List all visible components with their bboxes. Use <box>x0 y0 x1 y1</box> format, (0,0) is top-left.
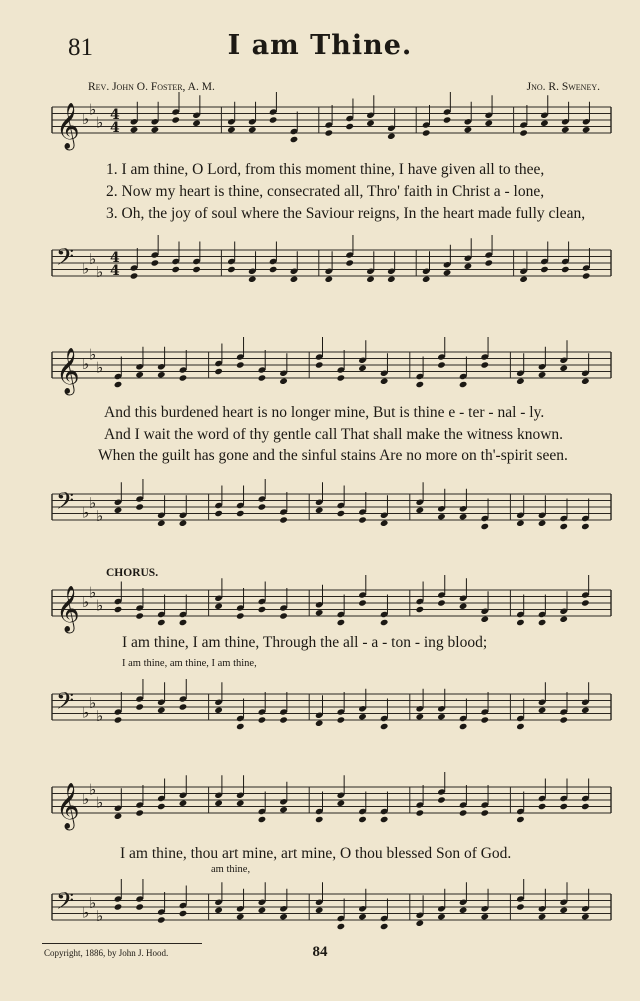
flat-icon: ♭ <box>96 506 104 525</box>
note-head <box>561 266 570 273</box>
note-head <box>538 707 547 714</box>
note-head <box>581 378 590 385</box>
hymn-title: I am Thine. <box>227 30 413 61</box>
note-head <box>380 378 389 385</box>
note-head <box>157 371 166 378</box>
note-head <box>540 266 549 273</box>
note-head <box>559 907 568 914</box>
note-head <box>258 606 267 613</box>
note-head <box>214 368 223 375</box>
note-head <box>582 272 591 279</box>
note-head <box>171 116 180 123</box>
treble-clef-icon: 𝄞 <box>56 586 80 632</box>
note-head <box>380 816 389 823</box>
note-head <box>480 809 489 816</box>
note-head <box>337 800 346 807</box>
note-head <box>179 374 188 381</box>
note-head <box>114 813 123 820</box>
note-head <box>337 923 346 930</box>
note-head <box>422 129 431 136</box>
note-head <box>480 361 489 368</box>
note-head <box>387 276 396 283</box>
note-head <box>236 361 245 368</box>
note-head <box>581 913 590 920</box>
flat-icon: ♭ <box>96 906 104 925</box>
note-head <box>559 803 568 810</box>
note-head <box>480 716 489 723</box>
note-head <box>459 513 468 520</box>
composer-credit: Jno. R. Sweney. <box>526 81 600 93</box>
note-head <box>538 520 547 527</box>
flat-icon: ♭ <box>89 493 97 512</box>
note-head <box>315 361 324 368</box>
note-head <box>516 723 525 730</box>
note-head <box>538 371 547 378</box>
treble-staff <box>0 99 640 159</box>
note-head <box>581 707 590 714</box>
flat-icon: ♭ <box>89 583 97 602</box>
note-head <box>480 616 489 623</box>
note-head <box>214 510 223 517</box>
lyric-line: And this burdened heart is no longer mine, But is thine e - ter - nal - ly. <box>104 404 545 421</box>
note-head <box>443 269 452 276</box>
note-head <box>179 910 188 917</box>
note-head <box>157 619 166 626</box>
note-head <box>279 913 288 920</box>
hymn-number: 81 <box>68 34 93 61</box>
note-head <box>387 133 396 140</box>
note-head <box>464 126 473 133</box>
flat-icon: ♭ <box>89 100 97 119</box>
flat-icon: ♭ <box>82 503 90 522</box>
note-head <box>345 123 354 130</box>
lyric-line: I am thine, I am thine, Through the all - a - ton - ing blood; <box>122 634 488 651</box>
lyric-line: 1. I am thine, O Lord, from this moment thine, I have given all to thee, <box>106 161 545 178</box>
note-head <box>258 503 267 510</box>
note-head <box>358 816 367 823</box>
note-head <box>484 259 493 266</box>
note-head <box>538 913 547 920</box>
note-head <box>519 276 528 283</box>
note-head <box>258 716 267 723</box>
note-head <box>290 136 299 143</box>
time-signature-bottom: 4 <box>110 263 120 279</box>
note-head <box>157 520 166 527</box>
note-head <box>279 516 288 523</box>
note-head <box>437 599 446 606</box>
note-head <box>114 507 123 514</box>
note-head <box>416 713 425 720</box>
note-head <box>380 923 389 930</box>
note-head <box>179 619 188 626</box>
note-head <box>581 599 590 606</box>
note-head <box>157 707 166 714</box>
note-head <box>459 381 468 388</box>
note-head <box>135 703 144 710</box>
flat-icon: ♭ <box>82 110 90 128</box>
flat-icon: ♭ <box>89 780 97 799</box>
note-head <box>179 520 188 527</box>
note-head <box>114 381 123 388</box>
note-head <box>416 606 425 613</box>
note-head <box>192 266 201 273</box>
note-head <box>236 510 245 517</box>
treble-staff <box>0 582 640 642</box>
lyric-line: When the guilt has gone and the sinful stains Are no more on th'-spirit seen. <box>98 447 568 464</box>
alt-lyric-line: I am thine, am thine, I am thine, <box>122 658 257 669</box>
note-head <box>130 126 139 133</box>
note-head <box>236 913 245 920</box>
bass-clef-icon: 𝄢 <box>56 687 75 720</box>
flat-icon: ♭ <box>82 790 90 808</box>
flat-icon: ♭ <box>96 596 104 615</box>
lyric-line: And I wait the word of thy gentle call That shall make the witness known. <box>104 426 564 443</box>
lyric-line: 2. Now my heart is thine, consecrated all, Thro' faith in Christ a - lone, <box>106 183 545 200</box>
note-head <box>279 612 288 619</box>
note-head <box>459 907 468 914</box>
note-head <box>366 276 375 283</box>
note-head <box>443 116 452 123</box>
flat-icon: ♭ <box>89 345 97 364</box>
note-head <box>484 120 493 127</box>
note-head <box>345 259 354 266</box>
note-head <box>337 510 346 517</box>
note-head <box>538 803 547 810</box>
note-head <box>559 365 568 372</box>
note-head <box>236 723 245 730</box>
flat-icon: ♭ <box>89 249 97 268</box>
flat-icon: ♭ <box>82 903 90 922</box>
note-head <box>214 603 223 610</box>
note-head <box>480 523 489 530</box>
note-head <box>416 920 425 927</box>
note-head <box>581 523 590 530</box>
note-head <box>358 365 367 372</box>
note-head <box>358 913 367 920</box>
note-head <box>516 378 525 385</box>
note-head <box>248 276 257 283</box>
note-head <box>337 619 346 626</box>
note-head <box>151 259 160 266</box>
flat-icon: ♭ <box>96 793 104 812</box>
note-head <box>380 520 389 527</box>
note-head <box>258 374 267 381</box>
lyric-line: I am thine, thou art mine, art mine, O thou blessed Son of God. <box>120 845 512 862</box>
bass-clef-icon: 𝄢 <box>56 887 75 920</box>
note-head <box>236 612 245 619</box>
note-head <box>227 266 236 273</box>
note-head <box>459 723 468 730</box>
note-head <box>192 120 201 127</box>
note-head <box>135 809 144 816</box>
note-head <box>538 619 547 626</box>
note-head <box>114 716 123 723</box>
note-head <box>315 609 324 616</box>
note-head <box>214 707 223 714</box>
author-credit: Rev. John O. Foster, A. M. <box>88 81 215 93</box>
note-head <box>559 523 568 530</box>
note-head <box>358 599 367 606</box>
flat-icon: ♭ <box>82 355 90 373</box>
bass-staff <box>0 686 640 746</box>
note-head <box>366 120 375 127</box>
note-head <box>114 606 123 613</box>
note-head <box>516 520 525 527</box>
note-head <box>516 619 525 626</box>
note-head <box>437 361 446 368</box>
note-head <box>380 619 389 626</box>
note-head <box>416 507 425 514</box>
note-head <box>236 800 245 807</box>
note-head <box>358 713 367 720</box>
note-head <box>135 503 144 510</box>
note-head <box>258 816 267 823</box>
chorus-label: CHORUS. <box>106 567 159 579</box>
note-head <box>437 796 446 803</box>
time-signature-top: 4 <box>110 250 120 266</box>
flat-icon: ♭ <box>82 703 90 722</box>
treble-clef-icon: 𝄞 <box>56 103 80 149</box>
note-head <box>279 378 288 385</box>
note-head <box>130 272 139 279</box>
page-number: 84 <box>312 944 328 960</box>
note-head <box>214 907 223 914</box>
note-head <box>279 716 288 723</box>
note-head <box>337 716 346 723</box>
note-head <box>459 603 468 610</box>
time-signature-top: 4 <box>110 107 120 123</box>
note-head <box>135 371 144 378</box>
note-head <box>437 713 446 720</box>
note-head <box>416 809 425 816</box>
alt-lyric-line: am thine, <box>211 864 251 875</box>
note-head <box>214 800 223 807</box>
note-head <box>179 800 188 807</box>
bass-staff <box>0 242 640 302</box>
note-head <box>519 129 528 136</box>
note-head <box>248 126 257 133</box>
treble-clef-icon: 𝄞 <box>56 783 80 829</box>
note-head <box>325 129 334 136</box>
note-head <box>258 907 267 914</box>
copyright-notice: Copyright, 1886, by John J. Hood. <box>44 948 169 958</box>
note-head <box>290 276 299 283</box>
note-head <box>416 381 425 388</box>
note-head <box>459 809 468 816</box>
bass-clef-icon: 𝄢 <box>56 243 75 276</box>
note-head <box>315 907 324 914</box>
flat-icon: ♭ <box>96 262 104 281</box>
flat-icon: ♭ <box>89 893 97 912</box>
note-head <box>315 720 324 727</box>
bass-clef-icon: 𝄢 <box>56 487 75 520</box>
note-head <box>581 803 590 810</box>
note-head <box>437 513 446 520</box>
note-head <box>559 716 568 723</box>
note-head <box>315 507 324 514</box>
note-head <box>135 903 144 910</box>
note-head <box>325 276 334 283</box>
note-head <box>464 263 473 270</box>
note-head <box>516 903 525 910</box>
note-head <box>227 126 236 133</box>
bass-staff <box>0 486 640 546</box>
note-head <box>437 913 446 920</box>
note-head <box>269 266 278 273</box>
note-head <box>315 816 324 823</box>
note-head <box>561 126 570 133</box>
flat-icon: ♭ <box>96 113 104 132</box>
note-head <box>480 913 489 920</box>
note-head <box>559 616 568 623</box>
note-head <box>516 816 525 823</box>
note-head <box>135 612 144 619</box>
note-head <box>157 916 166 923</box>
flat-icon: ♭ <box>96 706 104 725</box>
flat-icon: ♭ <box>82 593 90 611</box>
bass-staff <box>0 886 640 946</box>
note-head <box>540 120 549 127</box>
treble-clef-icon: 𝄞 <box>56 348 80 394</box>
treble-staff <box>0 344 640 404</box>
note-head <box>157 803 166 810</box>
flat-icon: ♭ <box>96 358 104 377</box>
note-head <box>279 806 288 813</box>
note-head <box>151 126 160 133</box>
flat-icon: ♭ <box>89 693 97 712</box>
note-head <box>179 703 188 710</box>
note-head <box>582 126 591 133</box>
lyric-line: 3. Oh, the joy of soul where the Saviour reigns, In the heart made fully clean, <box>106 205 586 222</box>
note-head <box>171 266 180 273</box>
note-head <box>114 903 123 910</box>
time-signature-bottom: 4 <box>110 120 120 136</box>
note-head <box>358 516 367 523</box>
note-head <box>269 116 278 123</box>
note-head <box>337 374 346 381</box>
note-head <box>380 723 389 730</box>
treble-staff <box>0 779 640 839</box>
flat-icon: ♭ <box>82 259 90 278</box>
note-head <box>422 276 431 283</box>
